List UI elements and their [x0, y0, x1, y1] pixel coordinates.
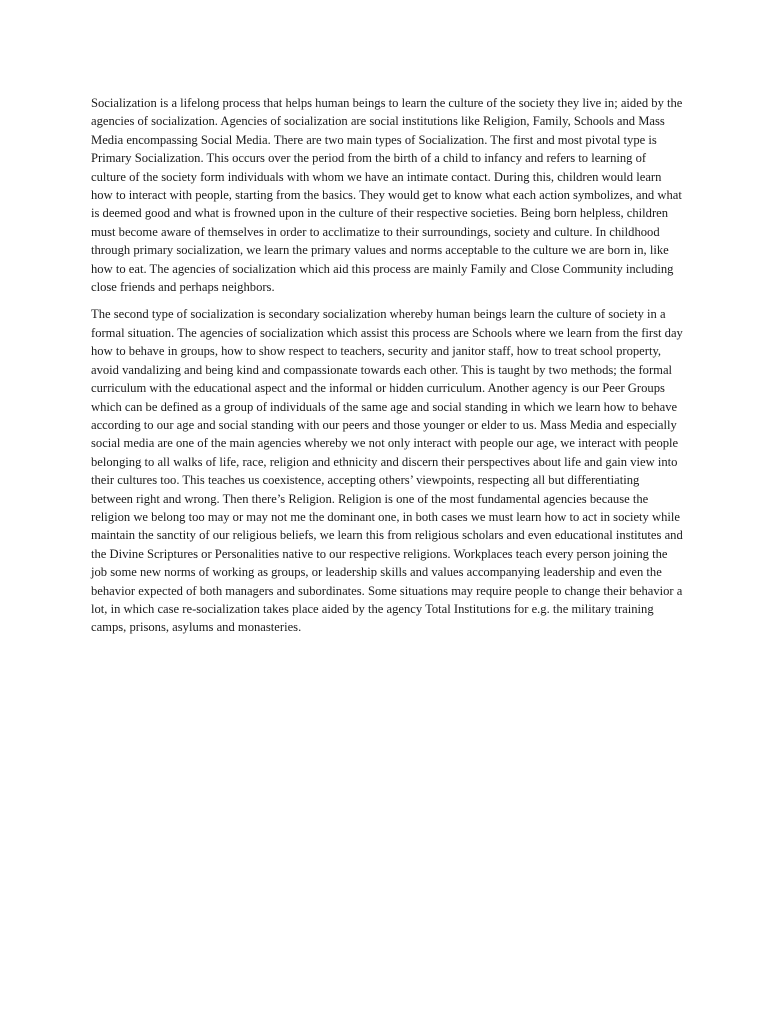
- paragraph-secondary-socialization: The second type of socialization is secondary socialization whereby human beings learn the culture of society in a formal situation. The agencies of socialization which assist this process are Schools where we learn from the first day how to behave in groups, how to show respect to teachers, security and janitor staff, how to treat school property, avoid vandalizing and being kind and compassionate towards each other. This is taught by two methods; the formal curriculum with the educational aspect and the informal or hidden curriculum. Another agency is our Peer Groups which can be defined as a group of individuals of the same age and social standing in which we learn how to behave according to our age and social standing with our peers and those younger or elder to us. Mass Media and especially social media are one of the main agencies whereby we not only interact with people our age, we interact with people belonging to all walks of life, race, religion and ethnicity and discern their perspectives about life and gain view into their cultures too. This teaches us coexistence, accepting others’ viewpoints, respecting all but differentiating between right and wrong. Then there’s Religion. Religion is one of the most fundamental agencies because the religion we belong too may or may not me the dominant one, in both cases we must learn how to act in society while maintain the sanctity of our religious beliefs, we learn this from religious scholars and even educational institutes and the Divine Scriptures or Personalities native to our respective religions. Workplaces teach every person joining the job some new norms of working as groups, or leadership skills and values accompanying leadership and even the behavior expected of both managers and subordinates. Some situations may require people to change their behavior a lot, in which case re-socialization takes place aided by the agency Total Institutions for e.g. the military training camps, prisons, asylums and monasteries.: [91, 307, 683, 635]
- document-body: [91, 94, 683, 637]
- paragraph-primary-socialization: Socialization is a lifelong process that helps human beings to learn the culture of the society they live in; aided by the agencies of socialization. Agencies of socialization are social institutions like Religion, Family, Schools and Mass Media encompassing Social Media. There are two main types of Socialization. The first and most pivotal type is Primary Socialization. This occurs over the period from the birth of a child to infancy and refers to learning of culture of the society form individuals with whom we have an intimate contact. During this, children would learn how to interact with people, starting from the basics. They would get to know what each action symbolizes, and what is deemed good and what is frowned upon in the culture of their respective societies. Being born helpless, children must become aware of themselves in order to acclimatize to their surroundings, society and culture. In childhood through primary socialization, we learn the primary values and norms acceptable to the culture we are born in, like how to eat. The agencies of socialization which aid this process are mainly Family and Close Community including close friends and perhaps neighbors.: [91, 96, 683, 295]
